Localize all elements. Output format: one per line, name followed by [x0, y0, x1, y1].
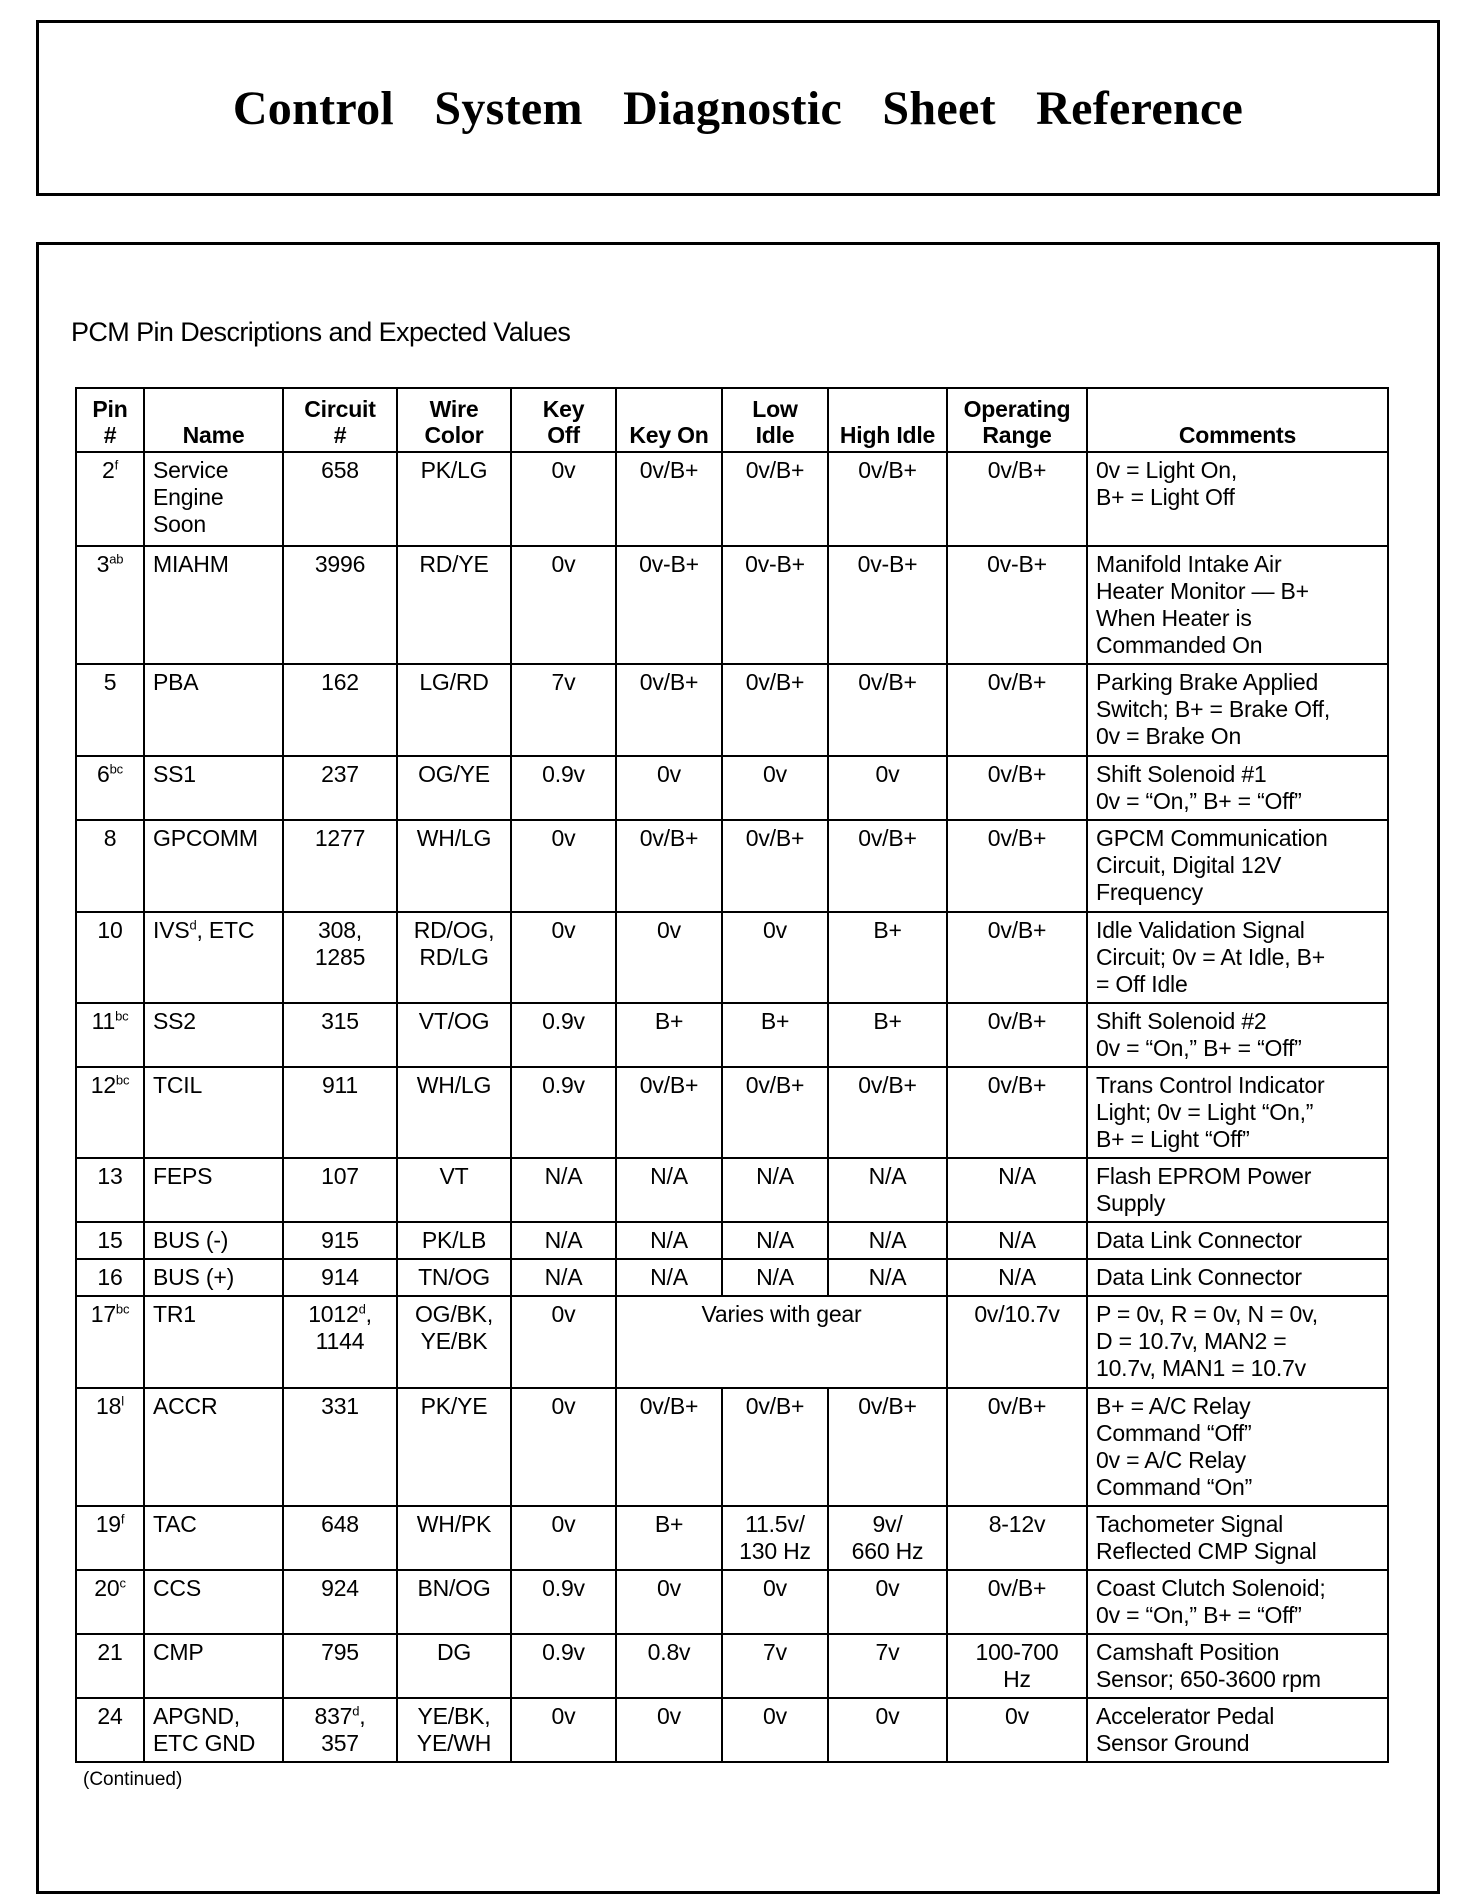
- operating-range-cell: N/A: [947, 1158, 1087, 1222]
- table-row: [76, 1222, 1388, 1259]
- wire-color-cell: OG/BK, YE/BK: [397, 1296, 511, 1388]
- high-idle-cell: N/A: [828, 1158, 947, 1222]
- section-title: PCM Pin Descriptions and Expected Values: [71, 317, 571, 347]
- wire-color-cell: YE/BK, YE/WH: [397, 1698, 511, 1762]
- wire-color-cell: WH/LG: [397, 1067, 511, 1158]
- comments-cell: Coast Clutch Solenoid; 0v = “On,” B+ = “Off”: [1087, 1570, 1388, 1634]
- pcm-pin-table: [75, 387, 1389, 1763]
- key-on-cell: 0.8v: [616, 1634, 722, 1698]
- low-idle-cell: N/A: [722, 1259, 828, 1296]
- circuit-cell: 648: [283, 1506, 397, 1570]
- wire-color-cell: PK/YE: [397, 1388, 511, 1506]
- table-row: [76, 664, 1388, 756]
- main-section: [36, 242, 1440, 1894]
- circuit-cell: 162: [283, 664, 397, 756]
- key-on-cell: N/A: [616, 1158, 722, 1222]
- header-key-on: Key On: [616, 388, 722, 452]
- name-cell: CMP: [144, 1634, 283, 1698]
- key-off-cell: 7v: [511, 664, 616, 756]
- high-idle-cell: B+: [828, 1003, 947, 1067]
- pin-cell: 16: [76, 1259, 144, 1296]
- comments-cell: Shift Solenoid #2 0v = “On,” B+ = “Off”: [1087, 1003, 1388, 1067]
- table-row: [76, 912, 1388, 1003]
- name-cell: TAC: [144, 1506, 283, 1570]
- operating-range-cell: 0v/B+: [947, 820, 1087, 912]
- high-idle-cell: N/A: [828, 1222, 947, 1259]
- high-idle-cell: 0v: [828, 1698, 947, 1762]
- comments-cell: Data Link Connector: [1087, 1222, 1388, 1259]
- name-cell: CCS: [144, 1570, 283, 1634]
- table-row: [76, 546, 1388, 664]
- pin-cell: $11^{bc}$: [76, 1003, 144, 1067]
- pin-cell: 20$^c$: [76, 1570, 144, 1634]
- comments-cell: Manifold Intake Air Heater Monitor — B+ When Heater is Commanded On: [1087, 546, 1388, 664]
- low-idle-cell: 11.5v/ 130 Hz: [722, 1506, 828, 1570]
- name-cell: TCIL: [144, 1067, 283, 1158]
- key-off-cell: N/A: [511, 1158, 616, 1222]
- table-row: [76, 1506, 1388, 1570]
- pin-cell: 18$^l$: [76, 1388, 144, 1506]
- key-on-cell: N/A: [616, 1222, 722, 1259]
- header-high-idle: High Idle: [828, 388, 947, 452]
- name-cell: ACCR: [144, 1388, 283, 1506]
- table-row: [76, 1698, 1388, 1762]
- header-wire-color: Wire Color: [397, 388, 511, 452]
- table-row: [76, 1003, 1388, 1067]
- low-idle-cell: 0v: [722, 756, 828, 820]
- header-low-idle: Low Idle: [722, 388, 828, 452]
- high-idle-cell: N/A: [828, 1259, 947, 1296]
- wire-color-cell: TN/OG: [397, 1259, 511, 1296]
- table-row: [76, 1296, 1388, 1388]
- wire-color-cell: WH/PK: [397, 1506, 511, 1570]
- wire-color-cell: BN/OG: [397, 1570, 511, 1634]
- title-box: [36, 20, 1440, 196]
- circuit-cell: 924: [283, 1570, 397, 1634]
- name-cell: SS1: [144, 756, 283, 820]
- high-idle-cell: 0v/B+: [828, 1388, 947, 1506]
- circuit-cell: 837$^d$, 357: [283, 1698, 397, 1762]
- table-row: [76, 1634, 1388, 1698]
- key-off-cell: 0v: [511, 452, 616, 546]
- circuit-cell: 237: [283, 756, 397, 820]
- key-off-cell: 0v: [511, 1698, 616, 1762]
- name-cell: Service Engine Soon: [144, 452, 283, 546]
- pin-cell: 5: [76, 664, 144, 756]
- key-off-cell: 0.9v: [511, 1634, 616, 1698]
- low-idle-cell: 0v/B+: [722, 664, 828, 756]
- varies-with-gear-cell: Varies with gear: [616, 1296, 947, 1388]
- operating-range-cell: 0v/B+: [947, 1570, 1087, 1634]
- key-off-cell: 0.9v: [511, 1003, 616, 1067]
- header-operating-range: Operating Range: [947, 388, 1087, 452]
- comments-cell: P = 0v, R = 0v, N = 0v, D = 10.7v, MAN2 = 10.7v, MAN1 = 10.7v: [1087, 1296, 1388, 1388]
- operating-range-cell: 8-12v: [947, 1506, 1087, 1570]
- pin-cell: 13: [76, 1158, 144, 1222]
- key-on-cell: 0v/B+: [616, 1067, 722, 1158]
- circuit-cell: 1277: [283, 820, 397, 912]
- name-cell: PBA: [144, 664, 283, 756]
- pin-cell: 24: [76, 1698, 144, 1762]
- operating-range-cell: 0v/B+: [947, 452, 1087, 546]
- operating-range-cell: 0v/10.7v: [947, 1296, 1087, 1388]
- wire-color-cell: DG: [397, 1634, 511, 1698]
- header-circuit: Circuit #: [283, 388, 397, 452]
- name-cell: SS2: [144, 1003, 283, 1067]
- pin-cell: 15: [76, 1222, 144, 1259]
- low-idle-cell: B+: [722, 1003, 828, 1067]
- circuit-cell: 914: [283, 1259, 397, 1296]
- comments-cell: B+ = A/C Relay Command “Off” 0v = A/C Relay Command “On”: [1087, 1388, 1388, 1506]
- circuit-cell: 107: [283, 1158, 397, 1222]
- key-off-cell: 0v: [511, 1388, 616, 1506]
- low-idle-cell: 7v: [722, 1634, 828, 1698]
- comments-cell: Flash EPROM Power Supply: [1087, 1158, 1388, 1222]
- high-idle-cell: 0v/B+: [828, 1067, 947, 1158]
- operating-range-cell: N/A: [947, 1259, 1087, 1296]
- key-off-cell: 0v: [511, 1296, 616, 1388]
- pin-cell: 2$^f$: [76, 452, 144, 546]
- low-idle-cell: N/A: [722, 1222, 828, 1259]
- high-idle-cell: 0v-B+: [828, 546, 947, 664]
- key-off-cell: 0v: [511, 1506, 616, 1570]
- wire-color-cell: OG/YE: [397, 756, 511, 820]
- low-idle-cell: 0v/B+: [722, 820, 828, 912]
- operating-range-cell: N/A: [947, 1222, 1087, 1259]
- key-off-cell: N/A: [511, 1259, 616, 1296]
- key-on-cell: 0v/B+: [616, 452, 722, 546]
- wire-color-cell: LG/RD: [397, 664, 511, 756]
- comments-cell: Trans Control Indicator Light; 0v = Light “On,” B+ = Light “Off”: [1087, 1067, 1388, 1158]
- table-row: [76, 1259, 1388, 1296]
- key-on-cell: 0v-B+: [616, 546, 722, 664]
- header-key-off: Key Off: [511, 388, 616, 452]
- table-row: [76, 1158, 1388, 1222]
- key-on-cell: 0v/B+: [616, 1388, 722, 1506]
- circuit-cell: 911: [283, 1067, 397, 1158]
- key-on-cell: 0v: [616, 912, 722, 1003]
- circuit-cell: 658: [283, 452, 397, 546]
- key-on-cell: B+: [616, 1506, 722, 1570]
- header-name: Name: [144, 388, 283, 452]
- circuit-cell: 915: [283, 1222, 397, 1259]
- low-idle-cell: 0v: [722, 1570, 828, 1634]
- low-idle-cell: 0v/B+: [722, 452, 828, 546]
- name-cell: BUS (+): [144, 1259, 283, 1296]
- high-idle-cell: 9v/ 660 Hz: [828, 1506, 947, 1570]
- high-idle-cell: 0v: [828, 756, 947, 820]
- low-idle-cell: 0v: [722, 1698, 828, 1762]
- page-title: Control System Diagnostic Sheet Reference: [232, 81, 1244, 135]
- low-idle-cell: 0v/B+: [722, 1067, 828, 1158]
- table-row: [76, 452, 1388, 546]
- comments-cell: Idle Validation Signal Circuit; 0v = At Idle, B+ = Off Idle: [1087, 912, 1388, 1003]
- pin-cell: 19$^f$: [76, 1506, 144, 1570]
- comments-cell: Data Link Connector: [1087, 1259, 1388, 1296]
- wire-color-cell: RD/OG, RD/LG: [397, 912, 511, 1003]
- operating-range-cell: 0v: [947, 1698, 1087, 1762]
- name-cell: FEPS: [144, 1158, 283, 1222]
- low-idle-cell: 0v: [722, 912, 828, 1003]
- wire-color-cell: PK/LB: [397, 1222, 511, 1259]
- circuit-cell: 3996: [283, 546, 397, 664]
- operating-range-cell: 100-700 Hz: [947, 1634, 1087, 1698]
- pin-cell: 10: [76, 912, 144, 1003]
- circuit-cell: 315: [283, 1003, 397, 1067]
- operating-range-cell: 0v/B+: [947, 1067, 1087, 1158]
- wire-color-cell: PK/LG: [397, 452, 511, 546]
- low-idle-cell: 0v/B+: [722, 1388, 828, 1506]
- operating-range-cell: 0v/B+: [947, 912, 1087, 1003]
- pin-cell: $6^{bc}$: [76, 756, 144, 820]
- high-idle-cell: B+: [828, 912, 947, 1003]
- high-idle-cell: 0v: [828, 1570, 947, 1634]
- table-row: [76, 1388, 1388, 1506]
- key-off-cell: 0.9v: [511, 756, 616, 820]
- key-on-cell: 0v/B+: [616, 664, 722, 756]
- operating-range-cell: 0v/B+: [947, 756, 1087, 820]
- key-on-cell: N/A: [616, 1259, 722, 1296]
- comments-cell: Parking Brake Applied Switch; B+ = Brake Off, 0v = Brake On: [1087, 664, 1388, 756]
- high-idle-cell: 0v/B+: [828, 820, 947, 912]
- key-on-cell: B+: [616, 1003, 722, 1067]
- header-comments: Comments: [1087, 388, 1388, 452]
- key-off-cell: 0v: [511, 912, 616, 1003]
- key-off-cell: N/A: [511, 1222, 616, 1259]
- wire-color-cell: VT/OG: [397, 1003, 511, 1067]
- key-on-cell: 0v: [616, 1570, 722, 1634]
- high-idle-cell: 0v/B+: [828, 664, 947, 756]
- key-on-cell: 0v: [616, 1698, 722, 1762]
- name-cell: TR1: [144, 1296, 283, 1388]
- comments-cell: 0v = Light On, B+ = Light Off: [1087, 452, 1388, 546]
- table-row: [76, 820, 1388, 912]
- high-idle-cell: 0v/B+: [828, 452, 947, 546]
- circuit-cell: 1012$^d$, 1144: [283, 1296, 397, 1388]
- name-cell: GPCOMM: [144, 820, 283, 912]
- name-cell: MIAHM: [144, 546, 283, 664]
- wire-color-cell: VT: [397, 1158, 511, 1222]
- table-row: [76, 1067, 1388, 1158]
- name-cell: IVS$^d$, ETC: [144, 912, 283, 1003]
- key-off-cell: 0.9v: [511, 1570, 616, 1634]
- wire-color-cell: WH/LG: [397, 820, 511, 912]
- comments-cell: Shift Solenoid #1 0v = “On,” B+ = “Off”: [1087, 756, 1388, 820]
- key-on-cell: 0v/B+: [616, 820, 722, 912]
- pin-cell: $17^{bc}$: [76, 1296, 144, 1388]
- table-row: [76, 1570, 1388, 1634]
- wire-color-cell: RD/YE: [397, 546, 511, 664]
- operating-range-cell: 0v/B+: [947, 1003, 1087, 1067]
- comments-cell: GPCM Communication Circuit, Digital 12V Frequency: [1087, 820, 1388, 912]
- key-on-cell: 0v: [616, 756, 722, 820]
- key-off-cell: 0.9v: [511, 1067, 616, 1158]
- key-off-cell: 0v: [511, 546, 616, 664]
- pin-cell: 8: [76, 820, 144, 912]
- key-off-cell: 0v: [511, 820, 616, 912]
- circuit-cell: 308, 1285: [283, 912, 397, 1003]
- pin-cell: $12^{bc}$: [76, 1067, 144, 1158]
- low-idle-cell: 0v-B+: [722, 546, 828, 664]
- operating-range-cell: 0v-B+: [947, 546, 1087, 664]
- operating-range-cell: 0v/B+: [947, 664, 1087, 756]
- name-cell: APGND, ETC GND: [144, 1698, 283, 1762]
- table-header-row: [76, 388, 1388, 452]
- high-idle-cell: 7v: [828, 1634, 947, 1698]
- operating-range-cell: 0v/B+: [947, 1388, 1087, 1506]
- circuit-cell: 795: [283, 1634, 397, 1698]
- name-cell: BUS (-): [144, 1222, 283, 1259]
- comments-cell: Accelerator Pedal Sensor Ground: [1087, 1698, 1388, 1762]
- low-idle-cell: N/A: [722, 1158, 828, 1222]
- comments-cell: Tachometer Signal Reflected CMP Signal: [1087, 1506, 1388, 1570]
- pin-cell: $3^{ab}$: [76, 546, 144, 664]
- circuit-cell: 331: [283, 1388, 397, 1506]
- continued-note: (Continued): [83, 1769, 183, 1790]
- pin-cell: 21: [76, 1634, 144, 1698]
- header-pin: Pin #: [76, 388, 144, 452]
- table-row: [76, 756, 1388, 820]
- comments-cell: Camshaft Position Sensor; 650-3600 rpm: [1087, 1634, 1388, 1698]
